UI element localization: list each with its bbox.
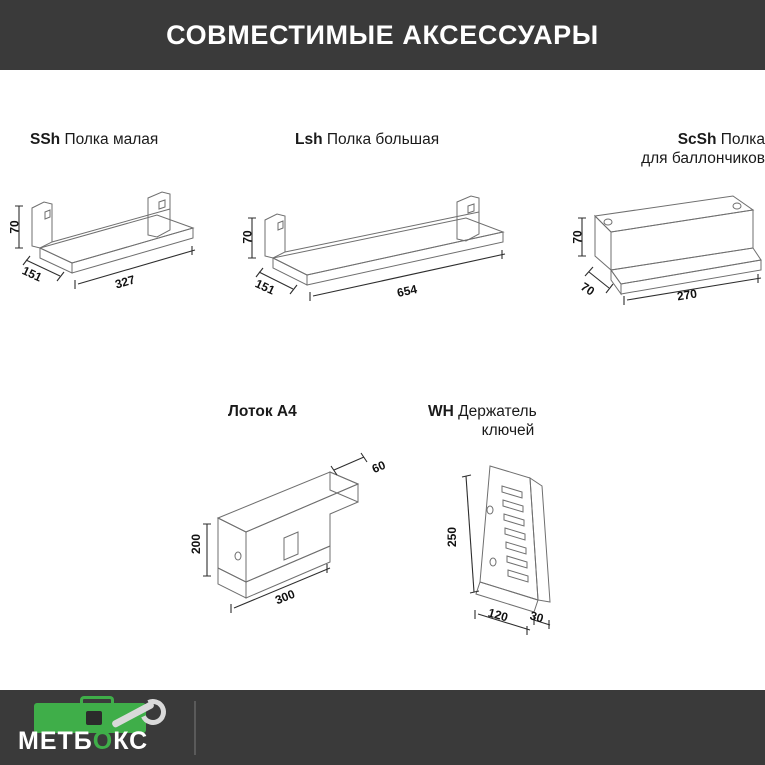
product-scsh xyxy=(600,130,765,168)
product-lsh xyxy=(295,130,555,149)
ssh-dim-width: 327 xyxy=(113,272,137,292)
ssh-dim-depth: 151 xyxy=(19,263,45,285)
tray-dim-width: 300 xyxy=(273,586,297,608)
product-lsh-code: Lsh xyxy=(295,131,323,148)
product-wh-name: Держатель xyxy=(458,403,537,420)
product-lsh-name: Полка большая xyxy=(326,131,440,148)
product-ssh-name: Полка малая xyxy=(64,131,159,148)
product-wh-label xyxy=(428,402,588,440)
ssh-shelf-illustration xyxy=(7,190,220,310)
brand-logo xyxy=(8,697,188,759)
product-scsh-label xyxy=(600,130,765,168)
scsh-shelf-illustration xyxy=(565,190,765,315)
product-scsh-name-line2: для баллончиков xyxy=(641,150,765,167)
product-wh-name-line2: ключей xyxy=(481,422,535,439)
product-wh xyxy=(428,402,588,440)
brand-name-accent: О xyxy=(92,726,114,755)
product-wh-drawing xyxy=(430,450,590,635)
brand-name xyxy=(18,727,148,756)
scsh-dim-width: 270 xyxy=(676,286,699,304)
header-bar xyxy=(0,0,765,70)
product-tray-code: Лоток xyxy=(228,403,273,420)
scsh-dim-depth: 70 xyxy=(578,279,598,299)
toolbox-latch-icon xyxy=(86,711,102,725)
product-tray-label xyxy=(228,402,428,421)
brand-name-part1: МЕТБ xyxy=(18,726,93,755)
tray-a4-illustration xyxy=(180,450,400,630)
lsh-shelf-illustration xyxy=(235,190,535,315)
product-wh-code: WH xyxy=(428,403,454,420)
lsh-dim-height: 70 xyxy=(240,230,255,244)
wh-dim-height: 250 xyxy=(445,526,460,548)
ssh-dim-height: 70 xyxy=(7,220,22,234)
product-tray-name: A4 xyxy=(276,403,297,420)
tray-dim-height: 200 xyxy=(189,533,204,555)
product-lsh-drawing xyxy=(235,190,535,315)
product-tray-a4 xyxy=(228,402,428,421)
product-lsh-label xyxy=(295,130,555,149)
product-tray-drawing xyxy=(180,450,400,630)
footer-bar xyxy=(0,690,765,765)
product-scsh-code: ScSh xyxy=(677,131,717,148)
page-title: СОВМЕСТИМЫЕ АКСЕССУАРЫ xyxy=(166,19,599,50)
lsh-dim-width: 654 xyxy=(395,282,419,300)
scsh-dim-height: 70 xyxy=(570,230,585,244)
wh-dim-depth: 30 xyxy=(528,608,546,626)
lsh-dim-depth: 151 xyxy=(252,276,278,298)
tray-dim-depth: 60 xyxy=(369,457,388,477)
brand-name-part2: КС xyxy=(113,726,149,755)
footer-divider xyxy=(194,701,196,755)
product-scsh-name: Полка xyxy=(720,131,765,148)
product-ssh-label xyxy=(30,130,240,149)
product-ssh-code: SSh xyxy=(30,131,61,148)
product-scsh-drawing xyxy=(565,190,765,315)
product-ssh xyxy=(30,130,240,149)
product-ssh-drawing xyxy=(7,190,220,310)
wh-dim-width: 120 xyxy=(486,605,510,625)
